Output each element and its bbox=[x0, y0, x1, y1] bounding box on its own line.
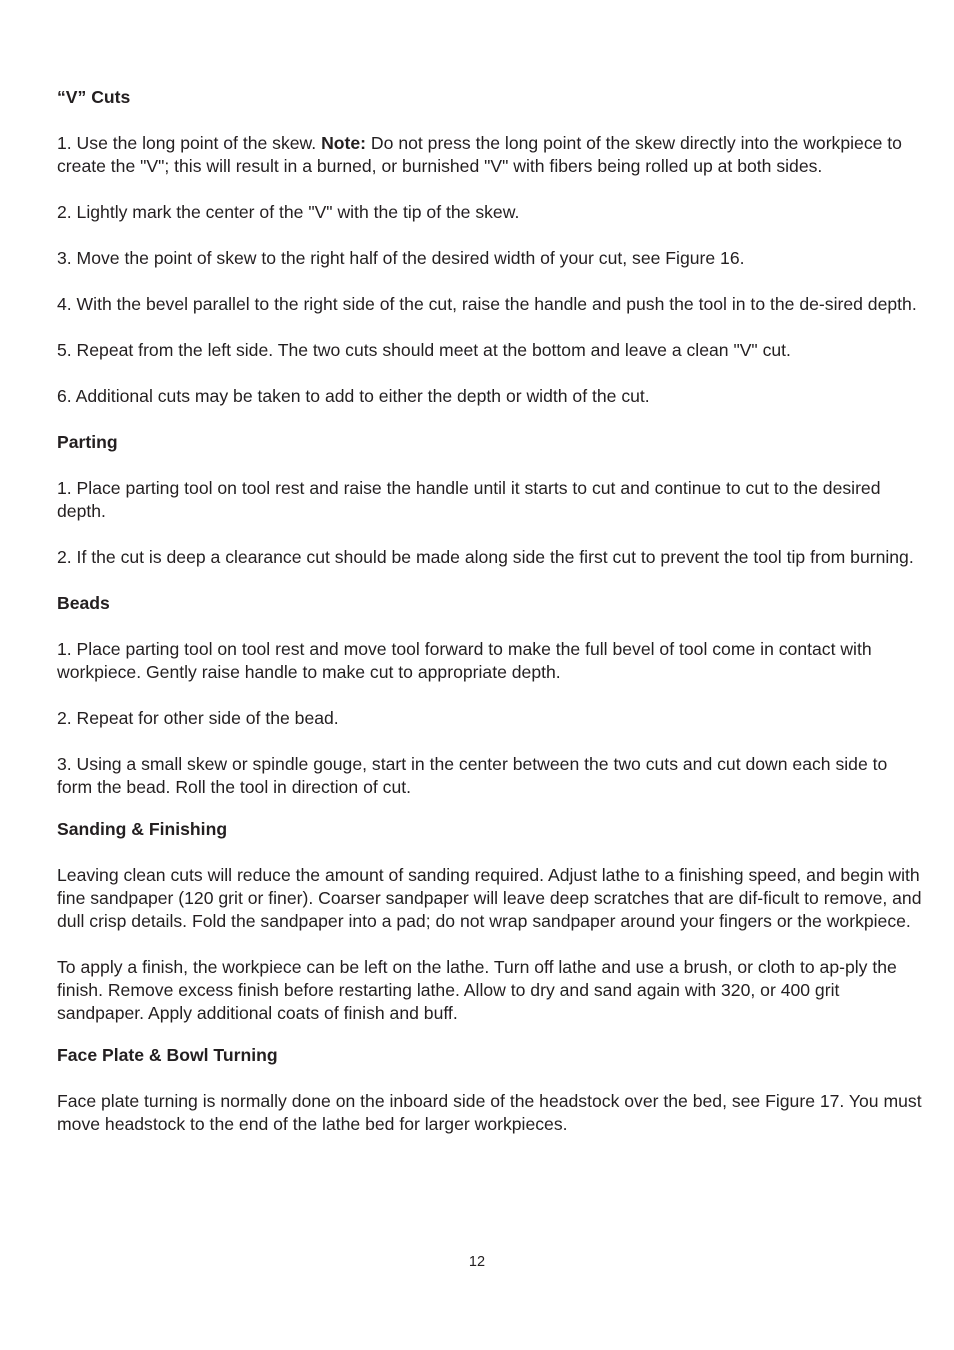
v-cuts-step-1-note-text: Do not press the long point of the skew directly into the workpiece to create the "V"; this will result in a burned, or burnished "V" with fibers being rolled up at both sides. bbox=[57, 133, 902, 176]
section-heading-sanding-finishing: Sanding & Finishing bbox=[57, 819, 228, 839]
v-cuts-step-5: 5. Repeat from the left side. The two cuts should meet at the bottom and leave a clean "V" cut. bbox=[57, 340, 791, 360]
v-cuts-step-6: 6. Additional cuts may be taken to add to either the depth or width of the cut. bbox=[57, 386, 650, 406]
page-number: 12 bbox=[468, 1254, 486, 1270]
v-cuts-step-1-text: 1. Use the long point of the skew. bbox=[57, 133, 322, 153]
parting-step-2: 2. If the cut is deep a clearance cut should be made along side the first cut to prevent the tool tip from burning. bbox=[57, 547, 914, 567]
note-label: Note: bbox=[321, 133, 367, 153]
v-cuts-step-1 bbox=[57, 132, 927, 178]
document-body bbox=[57, 86, 927, 1159]
sanding-paragraph-1: Leaving clean cuts will reduce the amount of sanding required. Adjust lathe to a finishing speed, and begin with fine sandpaper (120 grit or finer). Coarser sandpaper will leave deep scratches that are dif-ficult to remove, and dull crisp details. Fold the sandpaper into a pad; do not wrap sandpaper around your fingers or the workpiece. bbox=[57, 865, 922, 931]
beads-step-3: 3. Using a small skew or spindle gouge, start in the center between the two cuts and cut down each side to form the bead. Roll the tool in direction of cut. bbox=[57, 754, 888, 797]
v-cuts-step-4: 4. With the bevel parallel to the right side of the cut, raise the handle and push the tool in to the de-sired depth. bbox=[57, 294, 917, 314]
parting-step-1: 1. Place parting tool on tool rest and raise the handle until it starts to cut and continue to cut to the desired depth. bbox=[57, 478, 881, 521]
face-plate-paragraph-1: Face plate turning is normally done on the inboard side of the headstock over the bed, see Figure 17. You must move headstock to the end of the lathe bed for larger workpieces. bbox=[57, 1091, 922, 1134]
section-heading-beads: Beads bbox=[57, 593, 110, 613]
section-heading-parting: Parting bbox=[57, 432, 118, 452]
beads-step-1: 1. Place parting tool on tool rest and move tool forward to make the full bevel of tool come in contact with workpiece. Gently raise handle to make cut to appropriate depth. bbox=[57, 639, 872, 682]
v-cuts-step-3: 3. Move the point of skew to the right half of the desired width of your cut, see Figure 16. bbox=[57, 248, 745, 268]
section-heading-v-cuts: “V” Cuts bbox=[57, 87, 131, 107]
beads-step-2: 2. Repeat for other side of the bead. bbox=[57, 708, 339, 728]
v-cuts-step-2: 2. Lightly mark the center of the "V" with the tip of the skew. bbox=[57, 202, 520, 222]
section-heading-face-plate-bowl-turning: Face Plate & Bowl Turning bbox=[57, 1045, 278, 1065]
sanding-paragraph-2: To apply a finish, the workpiece can be left on the lathe. Turn off lathe and use a brush, or cloth to ap-ply the finish. Remove excess finish before restarting lathe. Allow to dry and sand again with 320, or 400 grit sandpaper. Apply additional coats of finish and buff. bbox=[57, 957, 897, 1023]
